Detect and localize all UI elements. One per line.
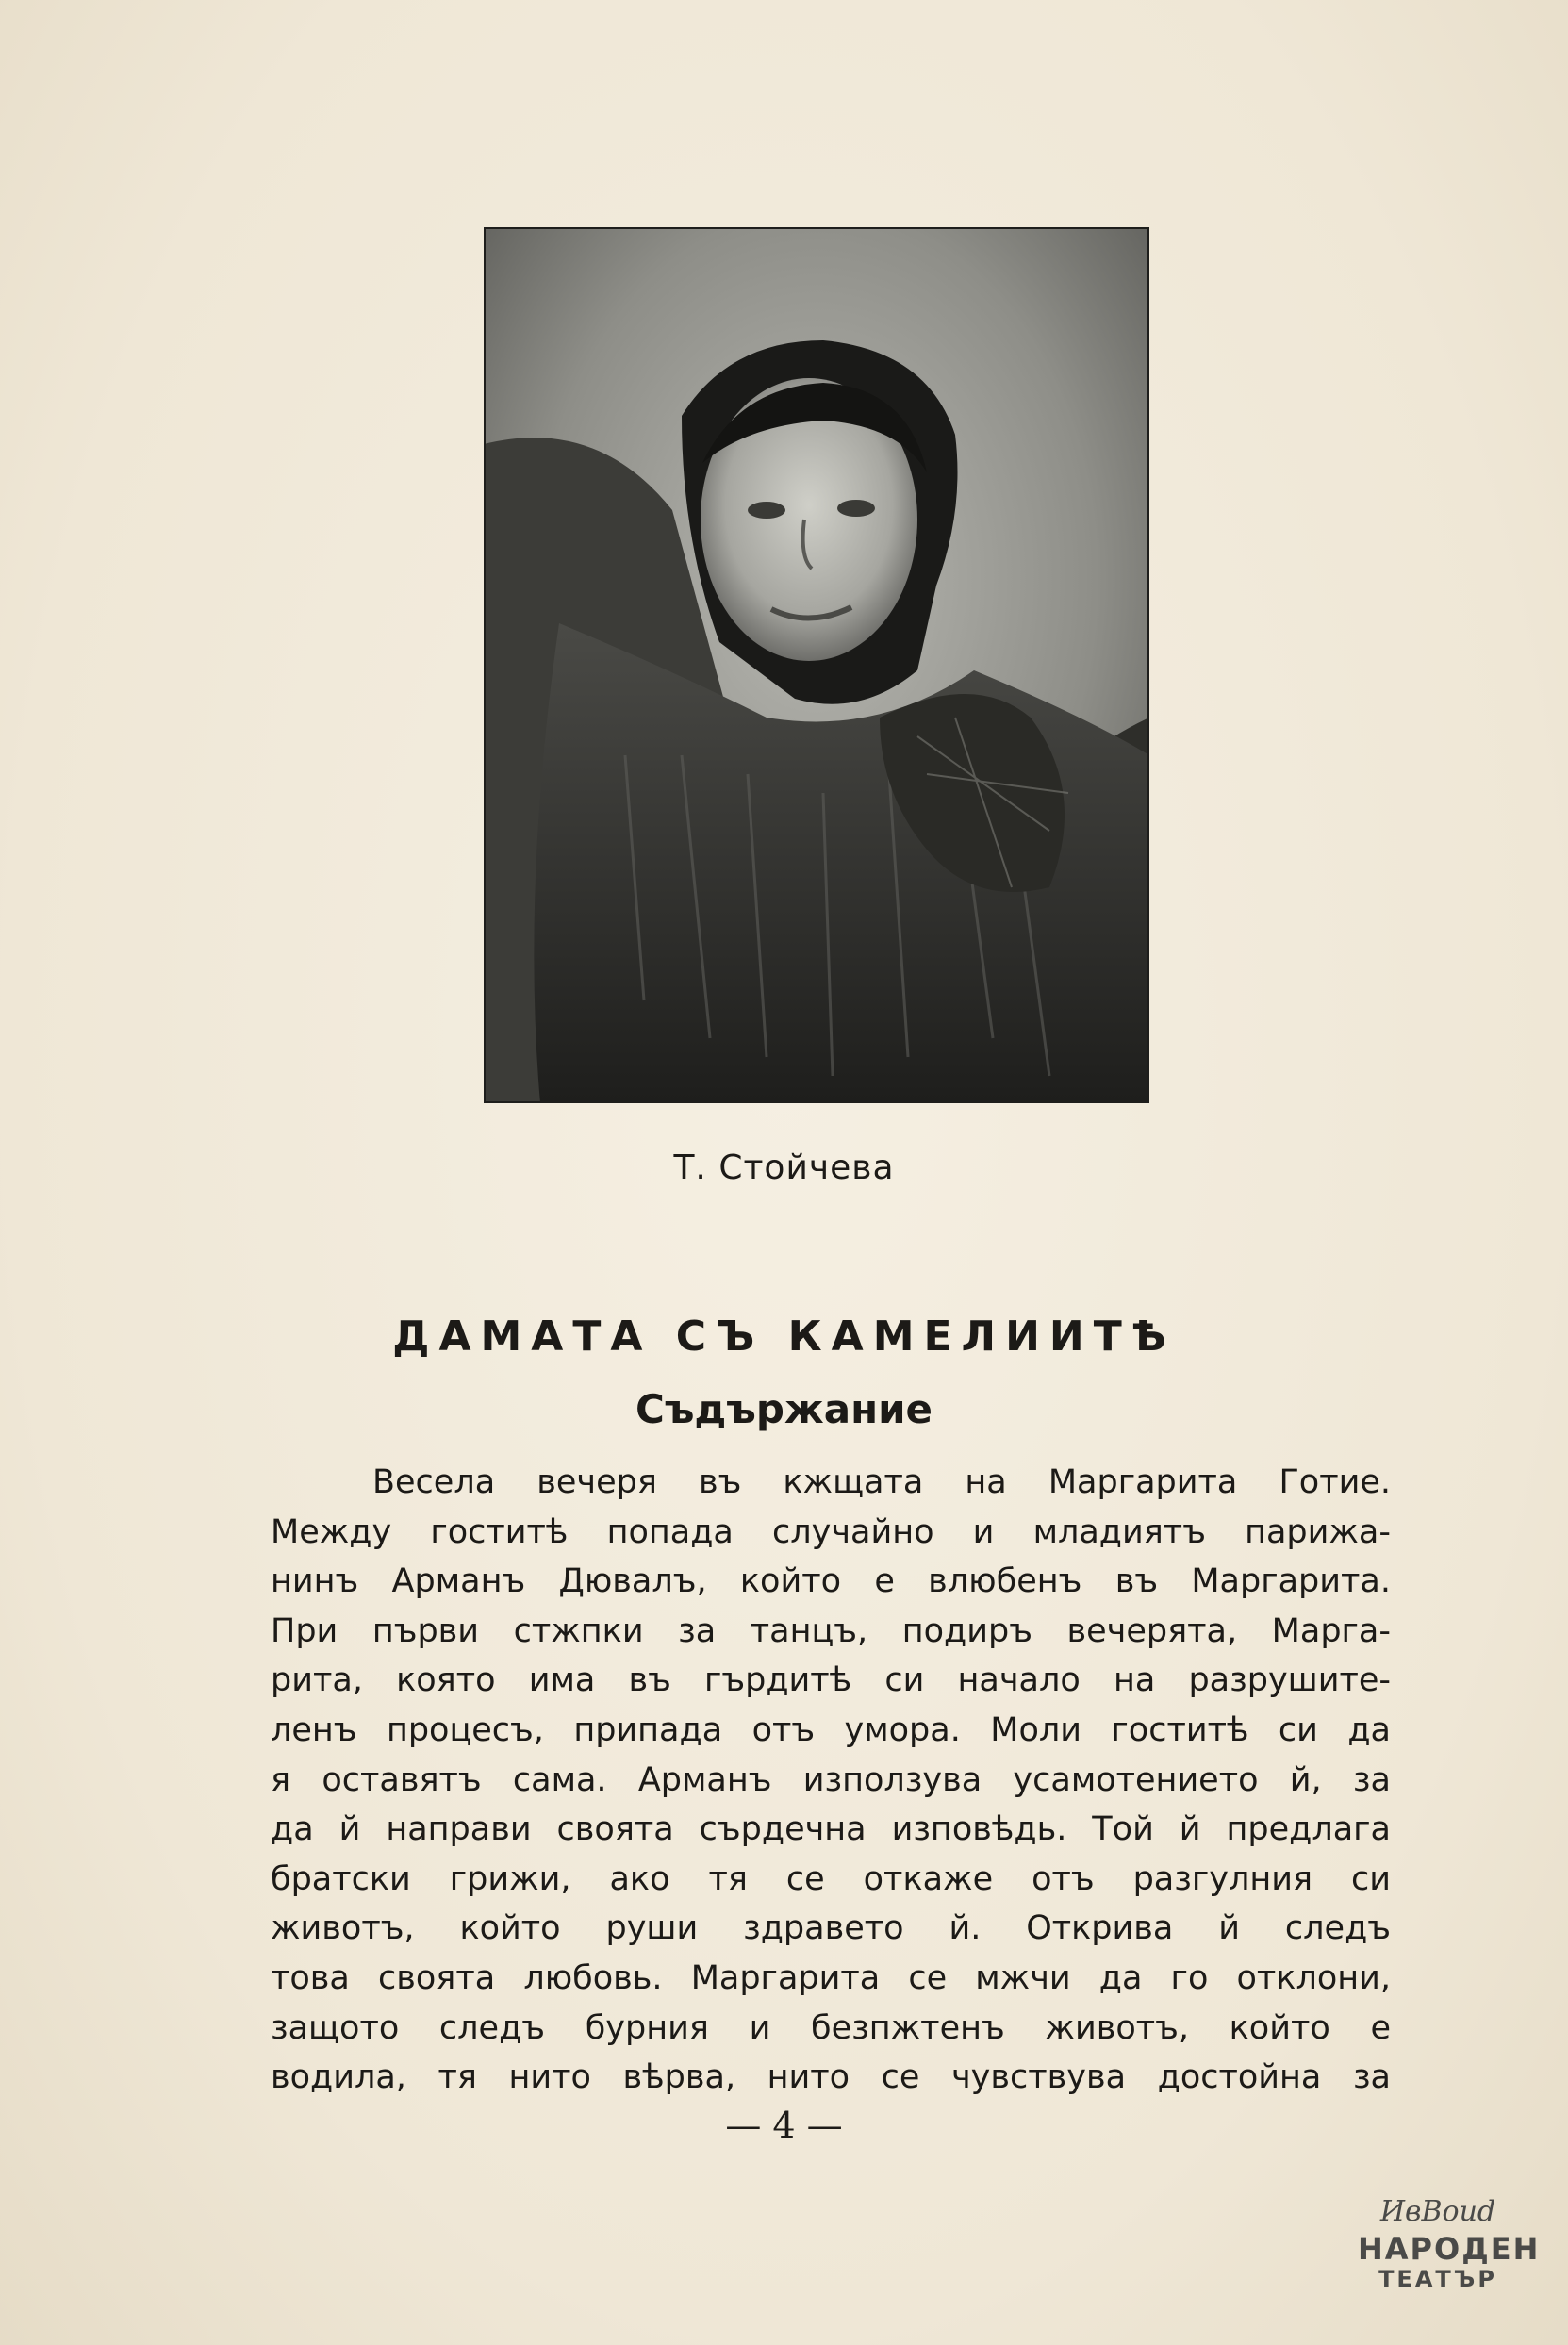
text-line: Между гоститѣ попада случайно и младиятъ парижа- bbox=[271, 1512, 1391, 1551]
stamp-signature: ИвBоиd bbox=[1379, 2195, 1496, 2228]
text-line: Весела вечеря въ кжщата на Маргарита Готие. bbox=[372, 1463, 1391, 1501]
portrait-image bbox=[484, 227, 1149, 1103]
text-line: това своята любовь. Маргарита се мжчи да го отклони, bbox=[271, 1958, 1391, 1997]
text-line: защото следъ бурния и безпжтенъ животъ, който е bbox=[271, 2008, 1391, 2047]
synopsis-paragraph bbox=[271, 1458, 1391, 2103]
stamp-line-1: НАРОДЕН bbox=[1358, 2231, 1541, 2267]
photo-caption: Т. Стойчева bbox=[673, 1148, 895, 1187]
text-line: ленъ процесъ, припада отъ умора. Моли гоститѣ си да bbox=[271, 1710, 1391, 1749]
stamp-line-2: ТЕАТЪР bbox=[1378, 2266, 1497, 2292]
text-line: я оставятъ сама. Арманъ използува усамотението й, за bbox=[271, 1760, 1391, 1799]
text-line: водила, тя нито вѣрва, нито се чувствува достойна за bbox=[271, 2058, 1391, 2097]
national-theatre-stamp bbox=[1358, 2192, 1541, 2315]
play-title: ДАМАТА СЪ КАМЕЛИИТѢ bbox=[392, 1313, 1176, 1361]
text-line: рита, която има въ гърдитѣ си начало на разрушите- bbox=[271, 1661, 1391, 1700]
text-line: нинъ Арманъ Дювалъ, който е влюбенъ въ Маргарита. bbox=[271, 1562, 1391, 1601]
page-number: — 4 — bbox=[725, 2105, 843, 2146]
section-heading: Съдържание bbox=[635, 1386, 933, 1432]
text-line: да й направи своята сърдечна изповѣдь. Той й предлага bbox=[271, 1810, 1391, 1849]
text-line: братски грижи, ако тя се откаже отъ разгулния си bbox=[271, 1859, 1391, 1898]
portrait-photo bbox=[484, 227, 1149, 1103]
text-line: животъ, който руши здравето й. Открива й следъ bbox=[271, 1909, 1391, 1948]
text-line: При първи стжпки за танцъ, подиръ вечерята, Марга- bbox=[271, 1611, 1391, 1650]
